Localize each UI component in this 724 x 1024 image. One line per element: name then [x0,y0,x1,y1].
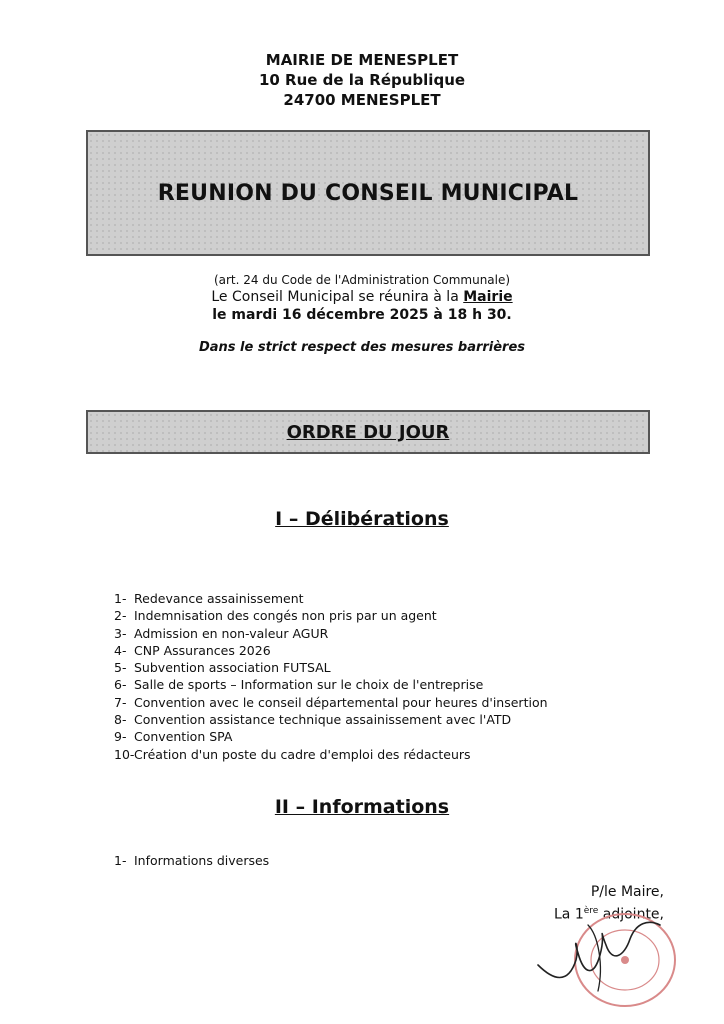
page-title: REUNION DU CONSEIL MUNICIPAL [157,180,579,206]
item-number: 7- [114,694,127,710]
meeting-place-prefix: Le Conseil Municipal se réunira à la [211,289,464,305]
list-item [114,728,548,745]
informations-list [114,852,269,869]
item-text: Redevance assainissement [134,591,304,606]
ordre-du-jour-box [86,410,650,454]
header-name: MAIRIE DE MENESPLET [265,51,459,69]
meeting-date: le mardi 16 décembre 2025 à 18 h 30. [212,307,512,323]
item-number: 9- [114,729,127,745]
informations-title: II – Informations [274,796,450,818]
item-text: Indemnisation des congés non pris par un agent [134,608,437,624]
item-number: 1- [114,853,127,868]
deliberations-list [114,590,548,763]
item-number: 8- [114,712,127,728]
meeting-place: Mairie [463,289,513,305]
list-item [114,694,548,711]
item-number: 6- [114,677,127,693]
item-number: 5- [114,660,127,676]
meeting-intro [0,272,724,355]
list-item [114,711,548,728]
item-number: 4- [114,642,127,658]
mairie-header [0,50,724,110]
title-box [86,130,650,256]
list-item [114,676,548,693]
signature-sup: ère [583,906,599,916]
header-city: 24700 MENESPLET [283,91,441,109]
list-item [114,746,548,763]
item-number: 10- [114,746,135,762]
list-item [114,607,548,624]
signature-suffix: adjointe, [598,906,664,923]
item-text: Subvention association FUTSAL [134,660,331,676]
deliberations-title: I – Délibérations [275,508,449,530]
article-reference: (art. 24 du Code de l'Administration Communale) [213,273,511,287]
item-text: CNP Assurances 2026 [134,642,271,658]
meeting-place-line [0,288,724,306]
list-item [114,642,548,659]
item-text: Convention SPA [134,729,233,745]
item-text: Création d'un poste du cadre d'emploi des rédacteurs [134,746,471,762]
item-text: Salle de sports – Information sur le choix de l'entreprise [134,677,484,693]
list-item [114,590,548,607]
list-item [114,852,269,869]
item-number: 2- [114,608,127,624]
signature-line1: P/le Maire, [590,884,664,900]
list-item [114,659,548,676]
list-item [114,625,548,642]
item-text: Convention avec le conseil départemental pour heures d'insertion [134,694,548,710]
ordre-du-jour-title: ORDRE DU JOUR [286,421,450,443]
item-text: Convention assistance technique assainissement avec l'ATD [134,712,512,728]
signature-prefix: La 1 [553,906,584,923]
header-street: 10 Rue de la République [258,71,466,89]
item-text: Informations diverses [134,853,270,868]
item-text: Admission en non-valeur AGUR [134,625,329,641]
barrier-notice: Dans le strict respect des mesures barrières [198,340,526,355]
item-number: 3- [114,625,127,641]
item-number: 1- [114,591,127,606]
handwritten-signature-icon [528,905,668,995]
